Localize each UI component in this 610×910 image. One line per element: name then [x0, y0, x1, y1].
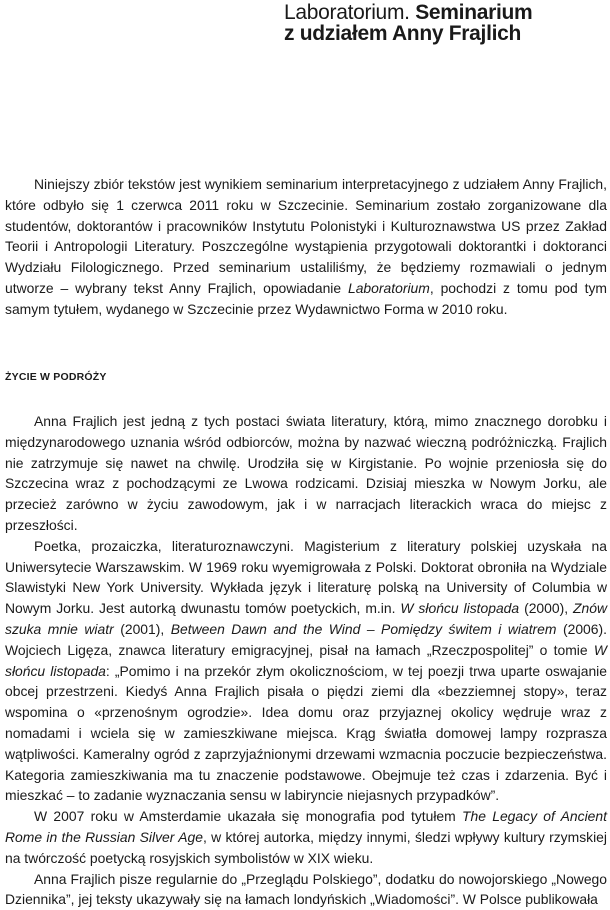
title-part-bold: Seminarium	[415, 1, 533, 24]
paragraph-3	[5, 806, 607, 868]
title-line-2: z udziałem Anny Frajlich	[284, 22, 522, 45]
text-run: (2001),	[113, 620, 171, 637]
text-run: , pochodzi z tomu pod tym samym tytułem, wydanego w Szczecinie przez Wydawnictwo Forma w 2010 roku.	[5, 279, 607, 317]
text-run: Niniejszy zbiór tekstów jest wynikiem seminarium interpretacyjnego z udziałem Anny Frajlich, które odbyło się 1 czerwca 2011 roku w Szczecinie. Seminarium zostało zorganizowane dla studentów, doktorantów i pracowników Instytutu Polonistyki i Kulturoznawstwa US przez Zakład Teorii i Antropologii Literatury. Poszczególne wystąpienia przygotowali doktorantki i doktoranci Wydziału Filologicznego. Przed seminarium ustaliliśmy, że będziemy rozmawiali o jednym utworze – wybrany tekst Anny Frajlich, opowiadanie	[5, 176, 607, 296]
text-run: W 2007 roku w Amsterdamie ukazała się monografia pod tytułem	[34, 808, 463, 825]
text-run: Poetka, prozaiczka, literaturoznawczyni. Magisterium z literatury polskiej uzyskała na Uniwersytecie Warszawskim. W 1969 roku wyemigrowała z Polski. Doktorat obroniła na Wydziale Slawistyki New York University. Wykłada język i literaturę polską na University of Columbia w Nowym Jorku. Jest autorką dwunastu tomów poetyckich, m.in.	[5, 537, 607, 617]
paragraph-2	[5, 536, 607, 806]
intro-paragraph	[5, 174, 607, 320]
italic-title: Znów szuka mnie wiatr	[5, 600, 607, 637]
text-run: , w której autorka, między innymi, śledzi wpływy kultury rzymskiej na twórczość poetycką rosyjskich symbolistów w XIX wieku.	[5, 828, 607, 866]
text-run: (2000),	[519, 600, 574, 617]
section-body	[5, 411, 607, 910]
paragraph-1: Anna Frajlich jest jedną z tych postaci świata literatury, którą, mimo znacznego dorobku i międzynarodowego uznania wśród odbiorców, można by nazwać wieczną podróżniczką. Frajlich nie zatrzymuje się nawet na chwilę. Urodziła się w Kirgistanie. Po wojnie przeniosła się do Szczecina wraz z pochodzącymi ze Lwowa rodzicami. Dzisiaj mieszka w Nowym Jorku, ale przecież zarówno w życiu zawodowym, jak i w narracjach literackich wraca do miejsc z przeszłości.	[5, 413, 607, 533]
text-run: (2006). Wojciech Ligęza, znawca literatury emigracyjnej, pisał na łamach „Rzeczpospolitej” o tomie	[5, 620, 607, 658]
section-heading: ŻYCIE W PODRÓŻY	[5, 371, 107, 383]
italic-title: Laboratorium	[347, 279, 430, 296]
title-part-light: Laboratorium.	[284, 1, 410, 24]
italic-title: The Legacy of Ancient Rome in the Russian Silver Age	[5, 808, 607, 845]
italic-title: W słońcu listopada	[400, 600, 520, 617]
italic-title: Between Dawn and the Wind – Pomiędzy świtem i wiatrem	[170, 620, 557, 637]
text-run: : „Pomimo i na przekór złym okolicznościom, w tej poezji trwa uparte oswajanie obcej przestrzeni. Kiedyś Anna Frajlich pisała o piędzi ziemi dla «bezziemnej stopy», teraz wspomina o «przenośnym ogrodzie». Idea domu oraz przyjaznej okolicy wędruje wraz z nomadami i wciela się w zamieszkiwane miejsca. Krąg światła domowej lampy rozprasza wątpliwości. Kameralny ogród z zaprzyjaźnionymi drzewami wzmacnia poczucie bezpieczeństwa. Kategoria zamieszkiwania ma tu znaczenie podstawowe. Obejmuje też czas i zdarzenia. Być i mieszkać – to zadanie wyznaczania sensu w labiryncie niejasnych przypadków”.	[5, 662, 607, 804]
intro-text	[5, 174, 607, 320]
italic-title: W słońcu listopada	[5, 641, 607, 679]
page-title	[284, 2, 604, 44]
paragraph-4: Anna Frajlich pisze regularnie do „Przeglądu Polskiego”, dodatku do nowojorskiego „Nowego Dziennika”, jej teksty ukazywały się na łamach londyńskich „Wiadomości”. W Polsce publikowała	[5, 870, 607, 908]
